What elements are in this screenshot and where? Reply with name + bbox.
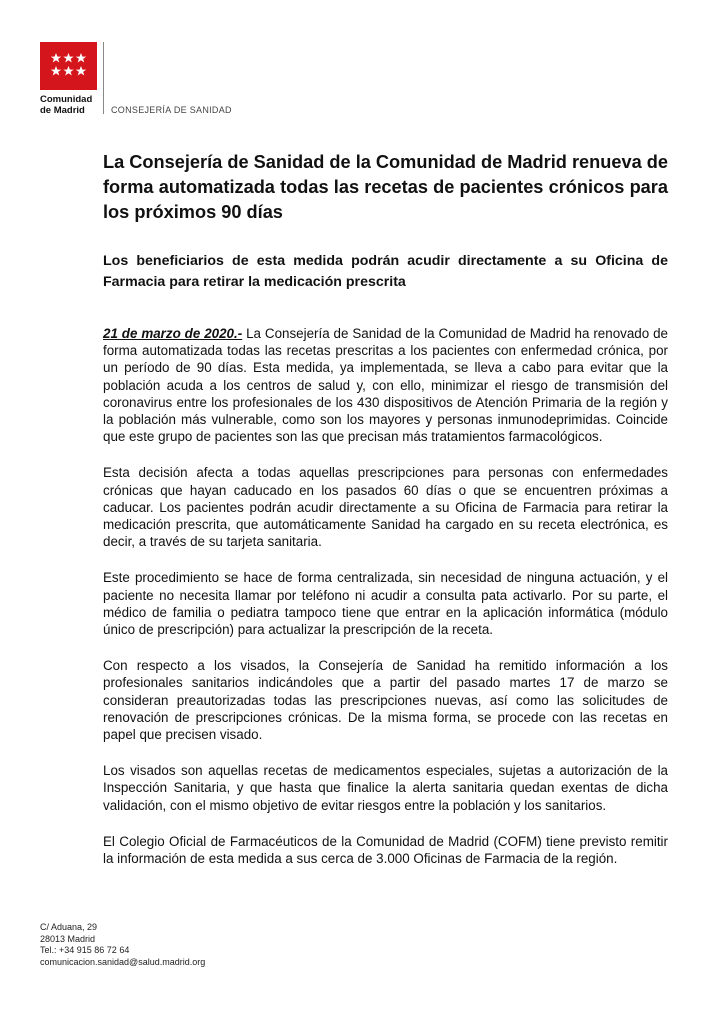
paragraph-1 bbox=[103, 325, 668, 445]
footer-postal: 28013 Madrid bbox=[40, 933, 96, 944]
comunidad-de-madrid-logo bbox=[40, 42, 97, 90]
footer-phone: Tel.: +34 915 86 72 64 bbox=[40, 945, 130, 955]
paragraph-3: Este procedimiento se hace de forma centralizada, sin necesidad de ninguna actuación, y el paciente no necesita llamar por teléfono ni acudir a consulta pata activarlo. Por su parte, el médico de familia o pediatra tampoco tiene que entrar en la aplicación informática (módulo único de prescripción) para actualizar la prescripción de la receta. bbox=[103, 570, 668, 638]
page-subtitle: Los beneficiarios de esta medida podrán acudir directamente a su Oficina de Farmacia para retirar la medicación prescrita bbox=[103, 253, 668, 290]
footer-email: comunicacion.sanidad@salud.madrid.org bbox=[40, 956, 206, 967]
paragraph-5: Los visados son aquellas recetas de medicamentos especiales, sujetas a autorización de la Inspección Sanitaria, y que hasta que finalice la alerta sanitaria quedan exentas de dicha validación, con el mismo objetivo de evitar riesgos entre la población y los sanitarios. bbox=[103, 763, 668, 813]
contact-footer bbox=[40, 922, 205, 968]
department-name: CONSEJERÍA DE SANIDAD bbox=[111, 105, 232, 115]
logo-line-2: de Madrid bbox=[40, 104, 85, 116]
star-icon bbox=[63, 66, 73, 76]
paragraph-6: El Colegio Oficial de Farmacéuticos de la Comunidad de Madrid (COFM) tiene previsto remitir la información de esta medida a sus cerca de 3.000 Oficinas de Farmacia de la región. bbox=[103, 833, 668, 867]
article-body bbox=[103, 325, 668, 867]
stars-icon bbox=[40, 42, 97, 90]
page-title: La Consejería de Sanidad de la Comunidad de Madrid renueva de forma automatizada todas las recetas de pacientes crónicos para los próximos 90 días bbox=[103, 152, 668, 222]
star-icon bbox=[76, 66, 86, 76]
star-icon bbox=[51, 53, 61, 63]
star-icon bbox=[76, 53, 86, 63]
logo-line-1: Comunidad bbox=[40, 94, 93, 105]
divider bbox=[103, 42, 104, 114]
star-icon bbox=[63, 53, 73, 63]
paragraph-2: Esta decisión afecta a todas aquellas prescripciones para personas con enfermedades crónicas que hayan caducado en los pasados 60 días o que se encuentren próximas a caducar. Los pacientes podrán acudir directamente a su Oficina de Farmacia para retirar la medicación prescrita, que automáticamente Sanidad ha cargado en su receta electrónica, es decir, a través de su tarjeta sanitaria. bbox=[103, 465, 668, 550]
star-icon bbox=[51, 66, 61, 76]
logo-wordmark bbox=[40, 95, 100, 116]
footer-address: C/ Aduana, 29 bbox=[40, 922, 98, 932]
paragraph-1-text: La Consejería de Sanidad de la Comunidad de Madrid ha renovado de forma automatizada todas las recetas prescritas a los pacientes con enfermedad crónica, por un período de 90 días. Esta medida, ya implementada, se lleva a cabo para evitar que la población acuda a los centros de salud y, con ello, minimizar el riesgo de transmisión del coronavirus entre los profesionales de los 430 dispositivos de Atención Primaria de la región y la población más vulnerable, como son los mayores y personas inmunodeprimidas. Coincide que este grupo de pacientes son las que precisan más tratamientos farmacológicos. bbox=[103, 326, 668, 445]
release-date: 21 de marzo de 2020.- bbox=[103, 326, 243, 341]
letterhead bbox=[40, 42, 340, 122]
press-release bbox=[103, 150, 668, 886]
paragraph-4: Con respecto a los visados, la Consejería de Sanidad ha remitido información a los profesionales sanitarios indicándoles que a partir del pasado martes 17 de marzo se consideran preautorizadas todas las prescripciones nuevas, así como las solicitudes de renovación de prescripciones crónicas. De la misma forma, se procede con las recetas en papel que precisen visado. bbox=[103, 658, 668, 743]
